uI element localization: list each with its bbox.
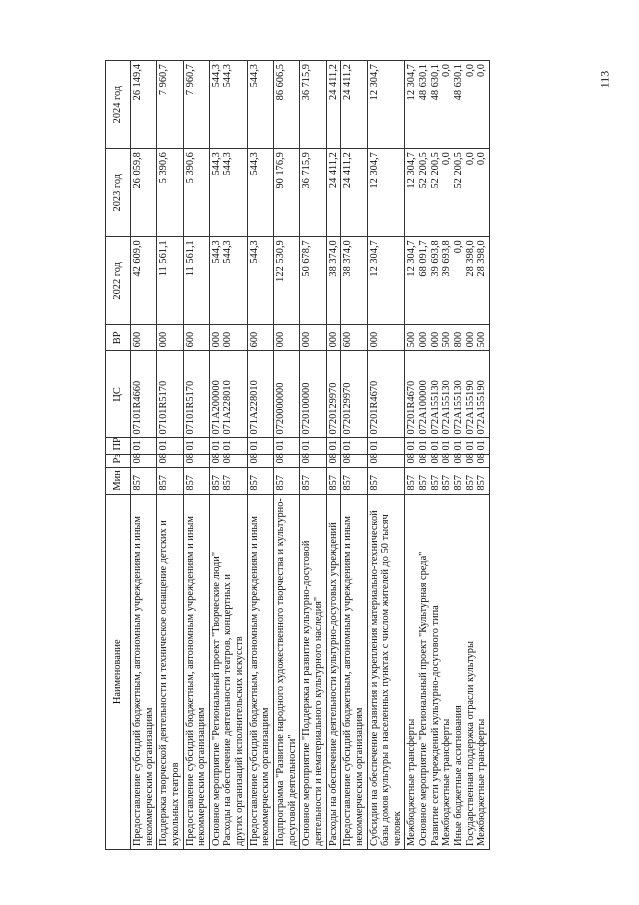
cell-line: 07201R4670 [406, 380, 418, 435]
row-name: Основное мероприятие "Поддержка и развитие культурно-досуговой деятельности и нематериального культурного наследия" [300, 494, 326, 849]
cell-line: 01 [222, 440, 234, 451]
block-2023 [405, 149, 489, 237]
row-cs: 07101R5170 [183, 351, 209, 438]
row-2022: 11 561,1 [157, 237, 183, 325]
row-2022: 42 609,0 [131, 237, 157, 325]
cell-line: 500 [406, 331, 418, 348]
row-2023: 26 059,8 [131, 149, 157, 237]
cell-line: 08 [418, 453, 430, 464]
row-vr: 600 [341, 325, 367, 351]
row-rz: 08 [300, 454, 326, 467]
row-2024: 12 304,7 [367, 61, 405, 149]
header-pr: ПР [106, 438, 131, 454]
cell-line: 01 [476, 440, 488, 451]
row-cs: 07101R5170 [157, 351, 183, 438]
cell-line: 857 [210, 474, 222, 491]
block-name-line: Государственная поддержка отрасли культуры [464, 641, 476, 846]
cell-line: 071A228010 [222, 380, 234, 435]
row-cs: 07201R4670 [367, 351, 405, 438]
row-vr: 000 [157, 325, 183, 351]
cell-line: 000 [429, 331, 441, 348]
group-names [209, 494, 247, 849]
row-name: Поддержка творческой деятельности и техническое оснащение детских и кукольных театров [157, 494, 183, 849]
cell-line: 0,0 [464, 152, 476, 166]
row-name: Расходы на обеспечение деятельности культурно-досуговых учреждений [326, 494, 341, 849]
cell-line: 08 [406, 453, 418, 464]
cell-line: 000 [418, 331, 430, 348]
row-2022: 12 304,7 [367, 237, 405, 325]
cell-line: 0,0 [464, 64, 476, 77]
cell-line: 01 [210, 440, 222, 451]
row-pr: 01 [131, 438, 157, 454]
row-vr: 600 [247, 325, 273, 351]
row-2024: 26 149,4 [131, 61, 157, 149]
cell-line: 48 630,1 [418, 64, 430, 101]
page-number: 113 [597, 70, 612, 89]
cell-line: 857 [406, 474, 418, 491]
row-cs: 071A228010 [247, 351, 273, 438]
row-2022: 544,3 [247, 237, 273, 325]
row-min: 857 [341, 467, 367, 494]
row-2024: 544,3 [247, 61, 273, 149]
group-2023 [209, 149, 247, 237]
row-2022: 38 374,0 [341, 237, 367, 325]
row-cs: 0720129970 [326, 351, 341, 438]
cell-line: 544,3 [222, 64, 234, 88]
table-row [300, 61, 326, 850]
cell-line: 544,3 [210, 152, 222, 176]
row-vr: 000 [274, 325, 300, 351]
cell-line: 072A100000 [418, 380, 430, 435]
header-2022: 2022 год [106, 237, 131, 325]
header-row [106, 61, 131, 850]
block-name-line: Иные бюджетные ассигнования [453, 705, 465, 846]
row-pr: 01 [367, 438, 405, 454]
row-vr: 600 [131, 325, 157, 351]
table-row [131, 61, 157, 850]
table-row [274, 61, 300, 850]
row-rz: 08 [326, 454, 341, 467]
cell-line: 857 [464, 474, 476, 491]
header-name: Наименование [106, 494, 131, 849]
cell-line: 48 630,1 [429, 64, 441, 101]
block-min [405, 467, 489, 494]
row-2023: 24 411,2 [326, 149, 341, 237]
cell-line: 544,3 [222, 240, 234, 264]
cell-line: 12 304,7 [406, 64, 418, 101]
cell-line: 52 200,5 [429, 152, 441, 189]
block-rz [405, 454, 489, 467]
row-name: Предоставление субсидий бюджетным, автономным учреждениям и иным некоммерческим организациям [183, 494, 209, 849]
table-row [157, 61, 183, 850]
cell-line: 857 [441, 474, 453, 491]
cell-line: 01 [418, 440, 430, 451]
row-2022: 38 374,0 [326, 237, 341, 325]
cell-line: 072A155130 [441, 380, 453, 435]
group-2022 [209, 237, 247, 325]
row-min: 857 [131, 467, 157, 494]
rotated-page-content [105, 60, 625, 850]
row-pr: 01 [157, 438, 183, 454]
row-name: Предоставление субсидий бюджетным, автономным учреждениям и иным некоммерческим организациям [247, 494, 273, 849]
row-pr: 01 [300, 438, 326, 454]
cell-line: 072A155190 [464, 380, 476, 435]
row-min: 857 [183, 467, 209, 494]
cell-line: 072A155130 [429, 380, 441, 435]
row-rz: 08 [274, 454, 300, 467]
table-row [247, 61, 273, 850]
cell-line: 01 [429, 440, 441, 451]
row-name: Подпрограмма "Развитие народного художественного творчества и культурно-досуговой деятельности" [274, 494, 300, 849]
cell-line: 000 [210, 331, 222, 348]
group-name-line: других организаций исполнительских искусств [234, 636, 246, 846]
cell-line: 857 [429, 474, 441, 491]
cell-line: 071A200000 [210, 380, 222, 435]
cell-line: 01 [406, 440, 418, 451]
row-cs: 0720100000 [300, 351, 326, 438]
cell-line: 08 [441, 453, 453, 464]
row-rz: 08 [131, 454, 157, 467]
cell-line: 39 693,8 [441, 240, 453, 277]
row-name: Субсидии на обеспечение развития и укрепления материально-технической базы домов культуры в населенных пунктах с числом жителей до 50 тысяч человек [367, 494, 405, 849]
row-2024: 86 606,5 [274, 61, 300, 149]
header-rz: Рз [106, 454, 131, 467]
cell-line: 28 398,0 [464, 240, 476, 277]
row-min: 857 [274, 467, 300, 494]
group-min [209, 467, 247, 494]
cell-line: 08 [476, 453, 488, 464]
cell-line: 68 091,7 [418, 240, 430, 277]
row-2024: 7 960,7 [183, 61, 209, 149]
row-name: Предоставление субсидий бюджетным, автономным учреждениям и иным некоммерческим организациям [341, 494, 367, 849]
row-pr: 01 [274, 438, 300, 454]
table-row [367, 61, 405, 850]
row-name: Предоставление субсидий бюджетным, автономным учреждениям и иным некоммерческим организациям [131, 494, 157, 849]
row-min: 857 [326, 467, 341, 494]
row-cs: 07101R4660 [131, 351, 157, 438]
group-rz [209, 454, 247, 467]
cell-line: 52 200,5 [453, 152, 465, 189]
row-pr: 01 [341, 438, 367, 454]
row-pr: 01 [247, 438, 273, 454]
cell-line: 544,3 [210, 240, 222, 264]
table-row [183, 61, 209, 850]
block-name-line: Межбюджетные трансферты [476, 718, 488, 846]
cell-line: 544,3 [210, 64, 222, 88]
block-pr [405, 438, 489, 454]
cell-line: 000 [222, 331, 234, 348]
row-2024: 7 960,7 [157, 61, 183, 149]
table-row-group [209, 61, 247, 850]
cell-line: 500 [476, 331, 488, 348]
cell-line: 08 [429, 453, 441, 464]
cell-line: 39 693,8 [429, 240, 441, 277]
block-cs [405, 351, 489, 438]
header-2023: 2023 год [106, 149, 131, 237]
cell-line: 48 630,1 [453, 64, 465, 101]
row-2024: 24 411,2 [326, 61, 341, 149]
cell-line: 52 200,5 [418, 152, 430, 189]
cell-line: 500 [441, 331, 453, 348]
table-row [326, 61, 341, 850]
row-2022: 122 530,9 [274, 237, 300, 325]
row-2023: 90 176,9 [274, 149, 300, 237]
block-vr [405, 325, 489, 351]
cell-line: 12 304,7 [406, 152, 418, 189]
cell-line: 08 [464, 453, 476, 464]
row-rz: 08 [367, 454, 405, 467]
row-min: 857 [247, 467, 273, 494]
block-name-line: Основное мероприятие "Региональный проект "Культурная среда" [418, 551, 430, 846]
cell-line: 0,0 [453, 240, 465, 254]
header-cs: ЦС [106, 351, 131, 438]
row-rz: 08 [183, 454, 209, 467]
cell-line: 857 [418, 474, 430, 491]
row-2024: 24 411,2 [341, 61, 367, 149]
block-name-line: Межбюджетные трансферты [406, 718, 418, 846]
table-row [341, 61, 367, 850]
cell-line: 01 [464, 440, 476, 451]
block-names [405, 494, 489, 849]
cell-line: 28 398,0 [476, 240, 488, 277]
cell-line: 072A155190 [476, 380, 488, 435]
cell-line: 800 [453, 331, 465, 348]
cell-line: 857 [453, 474, 465, 491]
row-2023: 5 390,6 [157, 149, 183, 237]
row-cs: 0720129970 [341, 351, 367, 438]
header-2024: 2024 год [106, 61, 131, 149]
row-2022: 50 678,7 [300, 237, 326, 325]
group-vr [209, 325, 247, 351]
row-min: 857 [367, 467, 405, 494]
row-2024: 36 715,9 [300, 61, 326, 149]
cell-line: 000 [464, 331, 476, 348]
row-2023: 12 304,7 [367, 149, 405, 237]
row-rz: 08 [341, 454, 367, 467]
cell-line: 072A155130 [453, 380, 465, 435]
row-pr: 01 [326, 438, 341, 454]
row-2022: 11 561,1 [183, 237, 209, 325]
budget-table [105, 60, 490, 850]
row-2023: 24 411,2 [341, 149, 367, 237]
cell-line: 544,3 [222, 152, 234, 176]
row-2023: 5 390,6 [183, 149, 209, 237]
block-2022 [405, 237, 489, 325]
row-min: 857 [157, 467, 183, 494]
header-vr: ВР [106, 325, 131, 351]
cell-line: 857 [222, 474, 234, 491]
group-cs [209, 351, 247, 438]
cell-line: 12 304,7 [406, 240, 418, 277]
row-rz: 08 [247, 454, 273, 467]
row-vr: 000 [300, 325, 326, 351]
cell-line: 08 [210, 453, 222, 464]
group-name-line: Расходы на обеспечение деятельности театров, концертных и [222, 574, 234, 846]
cell-line: 0,0 [476, 64, 488, 77]
cell-line: 08 [453, 453, 465, 464]
cell-line: 0,0 [441, 64, 453, 77]
table-body [131, 61, 490, 850]
row-rz: 08 [157, 454, 183, 467]
row-cs: 0720000000 [274, 351, 300, 438]
row-2023: 36 715,9 [300, 149, 326, 237]
cell-line: 08 [222, 453, 234, 464]
row-vr: 600 [183, 325, 209, 351]
block-name-line: Межбюджетные трансферты [441, 718, 453, 846]
group-2024 [209, 61, 247, 149]
table-header [106, 61, 131, 850]
row-vr: 000 [326, 325, 341, 351]
cell-line: 0,0 [476, 152, 488, 166]
row-2023: 544,3 [247, 149, 273, 237]
group-pr [209, 438, 247, 454]
block-name-line: Развитие сети учреждений культурно-досугового типа [429, 605, 441, 846]
cell-line: 01 [441, 440, 453, 451]
group-name-line: Основное мероприятие "Региональный проект "Творческие люди" [210, 551, 222, 846]
cell-line: 01 [453, 440, 465, 451]
table-row-group [405, 61, 489, 850]
row-min: 857 [300, 467, 326, 494]
header-min: Мин [106, 467, 131, 494]
row-pr: 01 [183, 438, 209, 454]
cell-line: 857 [476, 474, 488, 491]
row-vr: 000 [367, 325, 405, 351]
cell-line: 0,0 [441, 152, 453, 166]
block-2024 [405, 61, 489, 149]
